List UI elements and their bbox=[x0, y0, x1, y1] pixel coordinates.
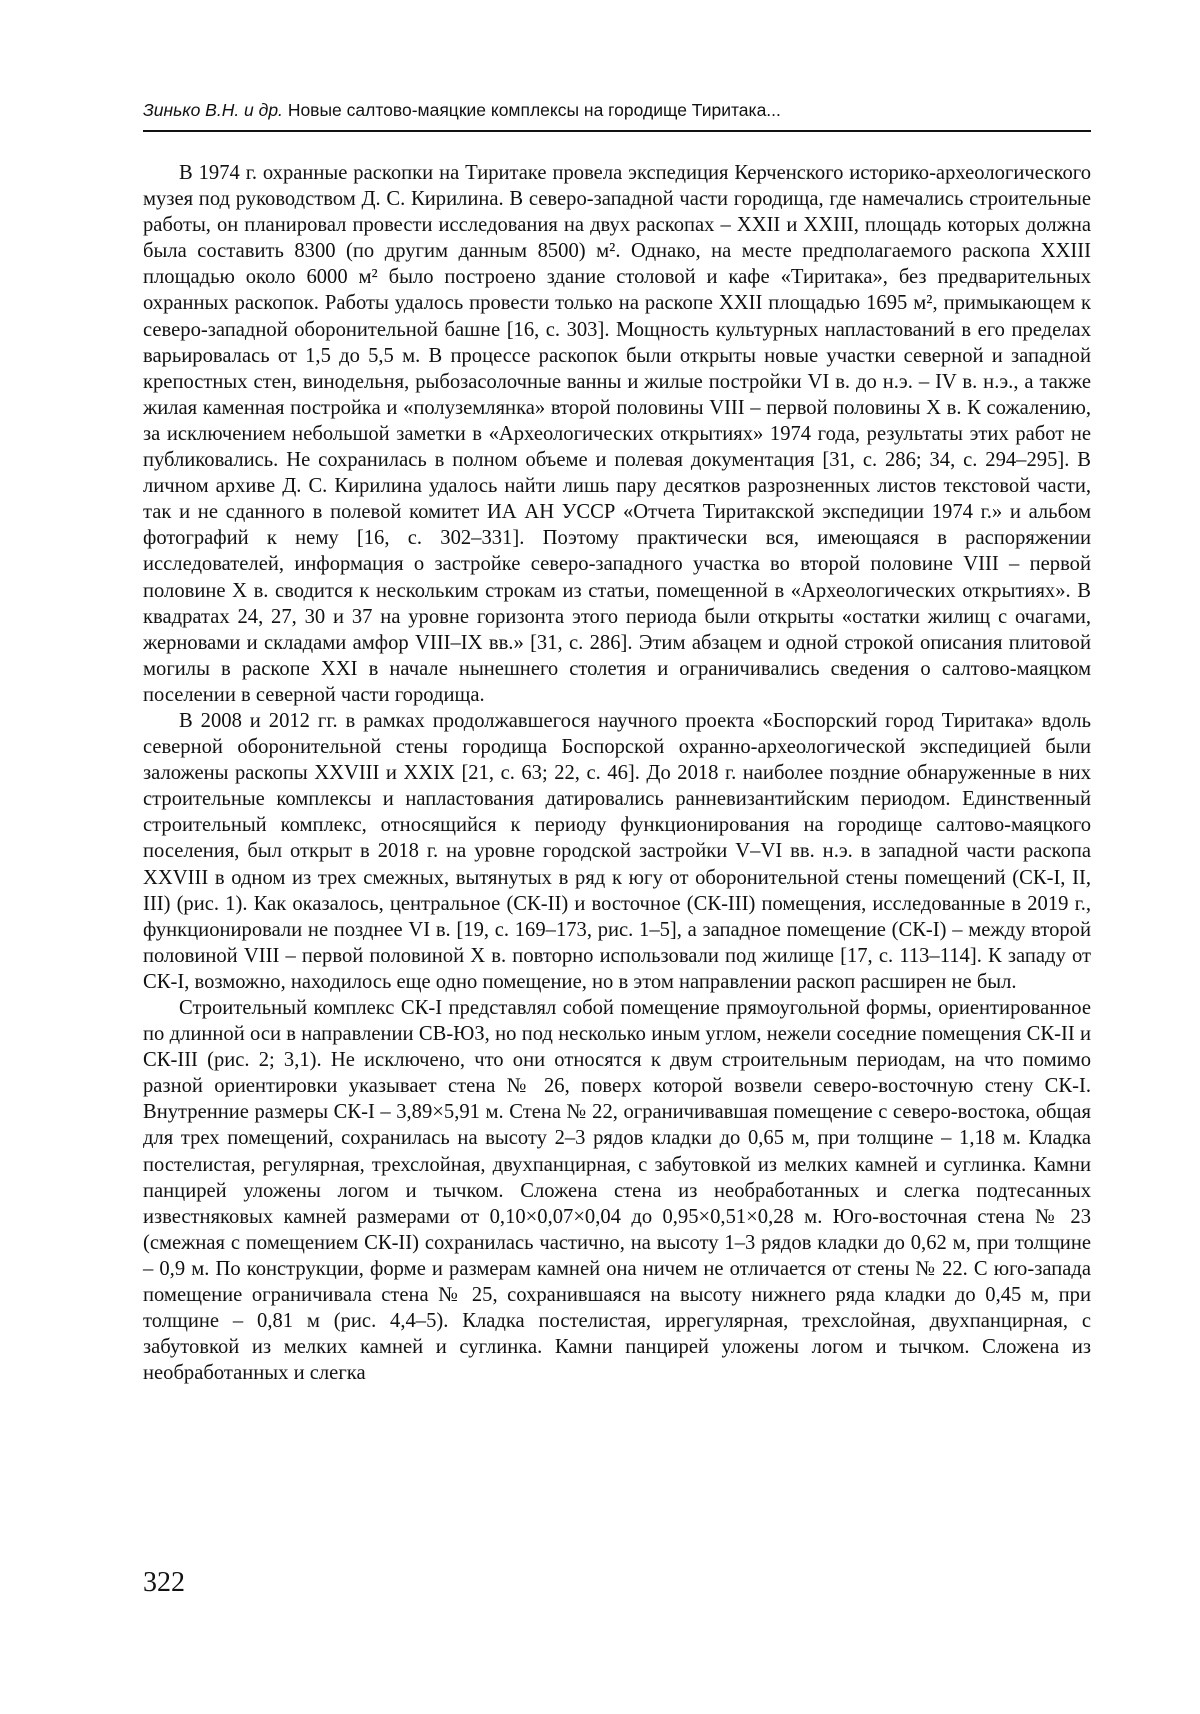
paragraph-3: Строительный комплекс СК-I представлял собой помещение прямоугольной формы, ориентированное по длинной оси в направлении СВ-ЮЗ, но под несколько иным углом, нежели соседние помещения СК-II и СК-III (рис. 2; 3,1). Не исключено, что они относятся к двум строительным периодам, на что помимо разной ориентировки указывает стена № 26, поверх которой возвели северо-восточную стену СК-I. Внутренние размеры СК-I – 3,89×5,91 м. Стена № 22, ограничивавшая помещение с северо-востока, общая для трех помещений, сохранилась на высоту 2–3 рядов кладки до 0,65 м, при толщине – 1,18 м. Кладка постелистая, регулярная, трехслойная, двухпанцирная, с забутовкой из мелких камней и суглинка. Камни панцирей уложены логом и тычком. Сложена стена из необработанных и слегка подтесанных известняковых камней размерами от 0,10×0,07×0,04 до 0,95×0,51×0,28 м. Юго-восточная стена № 23 (смежная с помещением СК-II) сохранилась частично, на высоту 1–3 рядов кладки до 0,62 м, при толщине – 0,9 м. По конструкции, форме и размерам камней она ничем не отличается от стены № 22. С юго-запада помещение ограничивала стена № 25, сохранившаяся на высоту нижнего ряда кладки до 0,45 м, при толщине – 0,81 м (рис. 4,4–5). Кладка постелистая, иррегулярная, трехслойная, двухпанцирная, с забутовкой из мелких камней и суглинка. Камни панцирей уложены логом и тычком. Сложена из необработанных и слегка bbox=[143, 997, 1091, 1385]
header-title: Новые салтово-маяцкие комплексы на городище Тиритака... bbox=[287, 100, 781, 120]
page-number: 322 bbox=[143, 1567, 185, 1598]
header-authors: Зинько В.Н. и др. bbox=[143, 100, 283, 120]
paragraph-2: В 2008 и 2012 гг. в рамках продолжавшегося научного проекта «Боспорский город Тиритака» вдоль северной оборонительной стены городища Боспорской охранно-археологической экспедицией были заложены раскопы XXVIII и XXIX [21, с. 63; 22, с. 46]. До 2018 г. наиболее поздние обнаруженные в них строительные комплексы и напластования датировались ранневизантийским периодом. Единственный строительный комплекс, относящийся к периоду функционирования на городище салтово-маяцкого поселения, был открыт в 2018 г. на уровне городской застройки V–VI вв. н.э. в западной части раскопа XXVIII в одном из трех смежных, вытянутых в ряд к югу от оборонительной стены помещений (СК-I, II, III) (рис. 1). Как оказалось, центральное (СК-II) и восточное (СК-III) помещения, исследованные в 2019 г., функционировали не позднее VI в. [19, с. 169–173, рис. 1–5], а западное помещение (СК-I) – между второй половиной VIII – первой половиной X в. повторно использовали под жилище [17, с. 113–114]. К западу от СК-I, возможно, находилось еще одно помещение, но в этом направлении раскоп расширен не был. bbox=[143, 709, 1091, 993]
paragraph-1: В 1974 г. охранные раскопки на Тиритаке провела экспедиция Керченского историко-археологического музея под руководством Д. С. Кирилина. В северо-западной части городища, где намечались строительные работы, он планировал провести исследования на двух раскопах – XXII и XXIII, площадь которых должна была составить 8300 (по другим данным 8500) м². Однако, на месте предполагаемого раскопа XXIII площадью около 6000 м² было построено здание столовой и кафе «Тиритака», без предварительных охранных раскопок. Работы удалось провести только на раскопе XXII площадью 1695 м², примыкающем к северо-западной оборонительной башне [16, с. 303]. Мощность культурных напластований в его пределах варьировалась от 1,5 до 5,5 м. В процессе раскопок были открыты новые участки северной и западной крепостных стен, винодельня, рыбозасолочные ванны и жилые постройки VI в. до н.э. – IV в. н.э., а также жилая каменная постройка и «полуземлянка» второй половины VIII – первой половины X в. К сожалению, за исключением небольшой заметки в «Археологических открытиях» 1974 года, результаты этих работ не публиковались. Не сохранилась в полном объеме и полевая документация [31, с. 286; 34, с. 294–295]. В личном архиве Д. С. Кирилина удалось найти лишь пару десятков разрозненных листов текстовой части, так и не сданного в полевой комитет ИА АН УССР «Отчета Тиритакской экспедиции 1974 г.» и альбом фотографий к нему [16, с. 302–331]. Поэтому практически вся, имеющаяся в распоряжении исследователей, информация о застройке северо-западного участка во второй половине VIII – первой половине X в. сводится к нескольким строкам из статьи, помещенной в «Археологических открытиях». В квадратах 24, 27, 30 и 37 на уровне горизонта этого периода были открыты «остатки жилищ с очагами, жерновами и складами амфор VIII–IX вв.» [31, с. 286]. Этим абзацем и одной строкой описания плитовой могилы в раскопе XXI в начале нынешнего столетия и ограничивались сведения о салтово-маяцком поселении в северной части городища. bbox=[143, 162, 1091, 706]
running-header bbox=[143, 98, 1091, 122]
header-rule bbox=[143, 130, 1091, 132]
body-text bbox=[143, 160, 1091, 1386]
